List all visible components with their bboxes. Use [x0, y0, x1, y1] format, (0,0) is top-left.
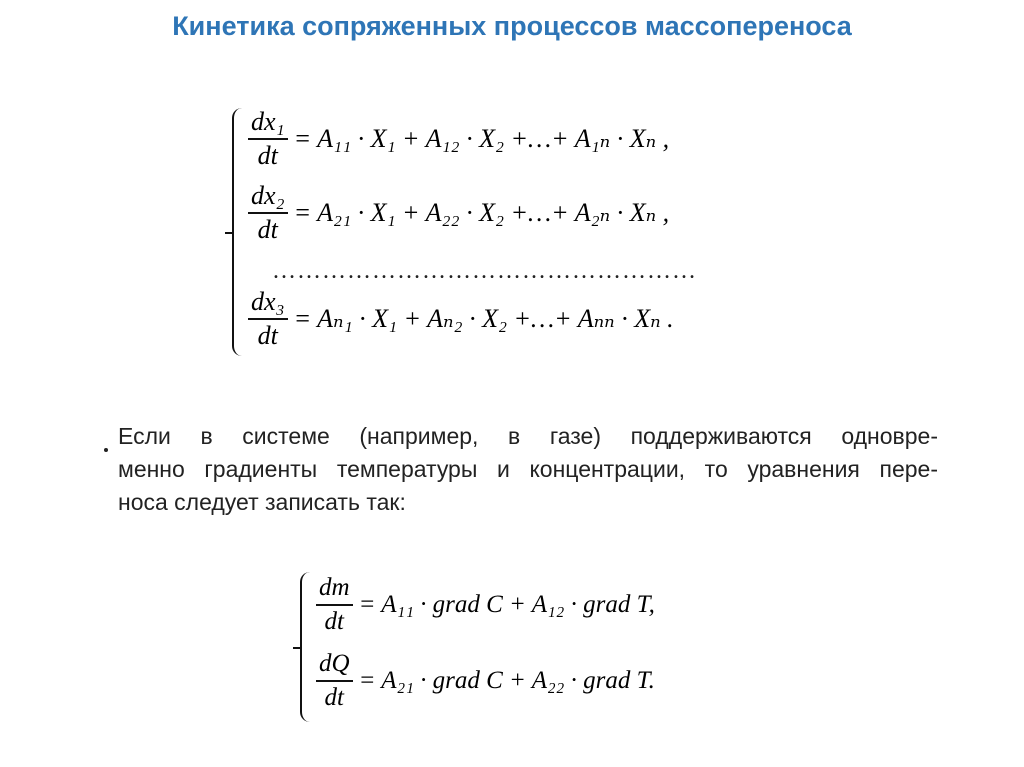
equation-row-3	[248, 288, 674, 350]
equation-system-1	[232, 108, 752, 356]
fraction	[316, 574, 353, 636]
right-hand-side: = A₂₁ · X₁ + A₂₂ · X₂ +…+ A₂ₙ · Xₙ ,	[293, 198, 670, 227]
fraction	[316, 650, 353, 712]
equation-row-1	[316, 574, 655, 636]
body-paragraph	[118, 420, 938, 519]
left-brace	[300, 572, 316, 722]
equation-row-2	[316, 650, 655, 712]
denominator: dt	[324, 684, 344, 711]
equation-system-2	[300, 572, 720, 722]
numerator: dx₃	[248, 288, 288, 320]
right-hand-side: = A₁₁ · X₁ + A₁₂ · X₂ +…+ A₁ₙ · Xₙ ,	[293, 124, 670, 153]
ellipsis-row: ……………………………………………	[272, 258, 697, 284]
fraction	[248, 108, 288, 170]
paragraph-line: носа следует записать так:	[118, 489, 406, 515]
right-hand-side: = A₁₁ · grad C + A₁₂ · grad T,	[358, 591, 655, 618]
denominator: dt	[257, 141, 278, 170]
denominator: dt	[257, 215, 278, 244]
fraction	[248, 182, 288, 244]
numerator: dQ	[316, 650, 353, 682]
denominator: dt	[257, 321, 278, 350]
denominator: dt	[324, 608, 344, 635]
paragraph-line: менно градиенты температуры и концентрации, то уравнения пере-	[118, 456, 938, 482]
left-brace	[232, 108, 248, 356]
numerator: dm	[316, 574, 353, 606]
right-hand-side: = Aₙ₁ · X₁ + Aₙ₂ · X₂ +…+ Aₙₙ · Xₙ .	[293, 304, 674, 333]
fraction	[248, 288, 288, 350]
equation-row-2	[248, 182, 669, 244]
right-hand-side: = A₂₁ · grad C + A₂₂ · grad T.	[358, 667, 655, 694]
numerator: dx₂	[248, 182, 288, 214]
paragraph-line: Если в системе (например, в газе) поддерживаются одновре-	[118, 423, 938, 449]
bullet-dot	[104, 448, 108, 452]
equation-row-1	[248, 108, 669, 170]
numerator: dx₁	[248, 108, 288, 140]
slide-title: Кинетика сопряженных процессов массопереноса	[172, 11, 852, 41]
